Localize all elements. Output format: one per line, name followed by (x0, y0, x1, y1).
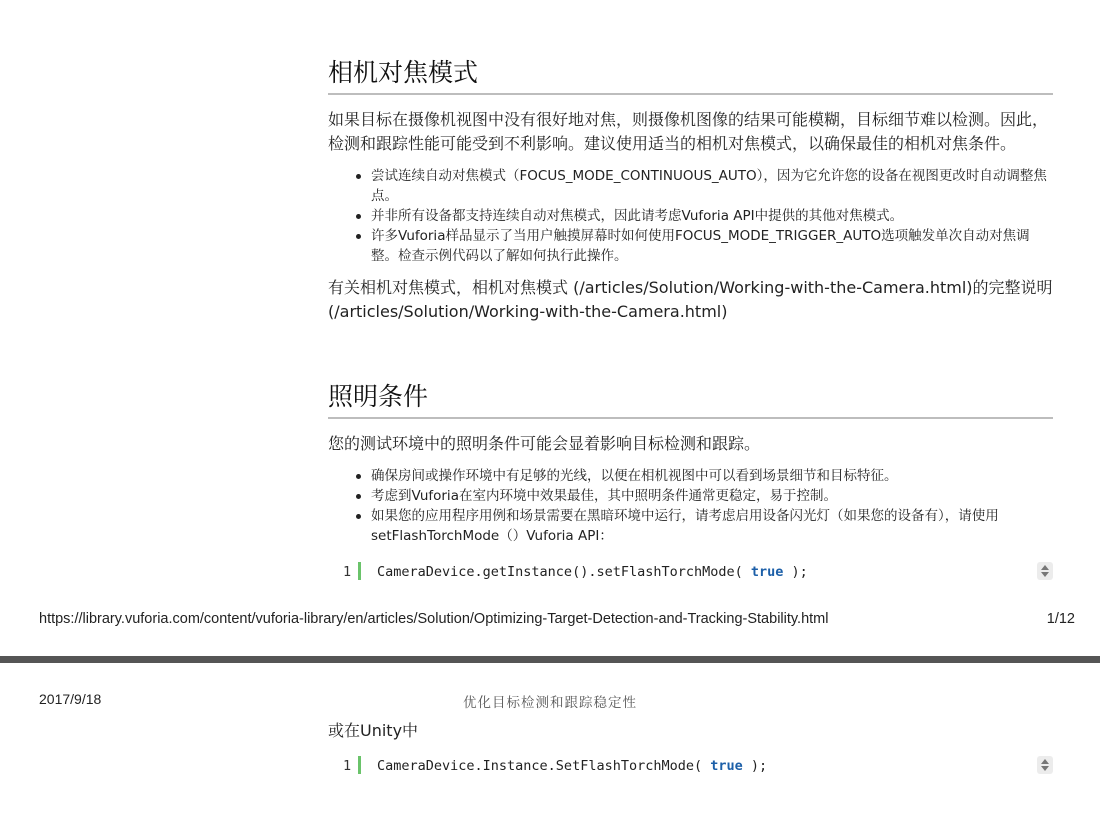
keyword-true: true (750, 564, 784, 580)
bullet-list (328, 166, 1053, 266)
list-item: 尝试连续自动对焦模式（FOCUS_MODE_CONTINUOUS_AUTO），因为它允许您的设备在视图更改时自动调整焦点。 (328, 166, 1053, 206)
section-camera-focus (328, 53, 1053, 324)
unity-label: 或在Unity中 (328, 721, 419, 740)
code-line: CameraDevice.Instance.SetFlashTorchMode( true ); (377, 758, 768, 774)
page-divider (0, 656, 1100, 663)
bullet-list (328, 466, 1053, 546)
section-intro: 如果目标在摄像机视图中没有很好地对焦，则摄像机图像的结果可能模糊，目标细节难以检测。因此，检测和跟踪性能可能受到不利影响。建议使用适当的相机对焦模式，以确保最佳的相机对焦条件。 (328, 110, 1049, 153)
line-number: 1 (343, 564, 352, 580)
section-heading: 照明条件 (328, 377, 1053, 419)
section-intro: 您的测试环境中的照明条件可能会显着影响目标检测和跟踪。 (328, 434, 761, 453)
code-block (328, 755, 1053, 779)
code-gutter-bar (358, 562, 361, 580)
list-item: 许多Vuforia样品显示了当用户触摸屏幕时如何使用FOCUS_MODE_TRIGGER_AUTO选项触发单次自动对焦调整。检查示例代码以了解如何执行此操作。 (328, 226, 1053, 266)
page-url[interactable]: https://library.vuforia.com/content/vuforia-library/en/articles/Solution/Optimizing-Target-Detection-and-Tracking-Stability.html (39, 611, 829, 627)
keyword-true: true (710, 758, 743, 774)
scroll-arrows-icon[interactable] (1037, 756, 1053, 774)
print-date: 2017/9/18 (39, 691, 102, 707)
section-lighting (328, 377, 1053, 546)
section-heading: 相机对焦模式 (328, 53, 1053, 95)
scroll-arrows-icon[interactable] (1037, 562, 1053, 580)
print-title: 优化目标检测和跟踪稳定性 (463, 695, 637, 711)
line-number: 1 (343, 758, 352, 774)
unity-section (328, 719, 1053, 743)
code-line: CameraDevice.getInstance().setFlashTorchMode( true ); (377, 564, 808, 580)
page-number: 1/12 (1046, 611, 1075, 627)
section-outro-link[interactable]: 有关相机对焦模式，相机对焦模式 (/articles/Solution/Working-with-the-Camera.html)的完整说明 (/articles/Solution/Working-with-the-Camera.html) (328, 278, 1053, 321)
list-item: 确保房间或操作环境中有足够的光线，以便在相机视图中可以看到场景细节和目标特征。 (328, 466, 1053, 486)
list-item: 如果您的应用程序用例和场景需要在黑暗环境中运行，请考虑启用设备闪光灯（如果您的设备有），请使用setFlashTorchMode（）Vuforia API： (328, 506, 1053, 546)
list-item: 并非所有设备都支持连续自动对焦模式，因此请考虑Vuforia API中提供的其他对焦模式。 (328, 206, 1053, 226)
code-block (328, 561, 1053, 585)
list-item: 考虑到Vuforia在室内环境中效果最佳，其中照明条件通常更稳定，易于控制。 (328, 486, 1053, 506)
code-gutter-bar (358, 756, 361, 774)
